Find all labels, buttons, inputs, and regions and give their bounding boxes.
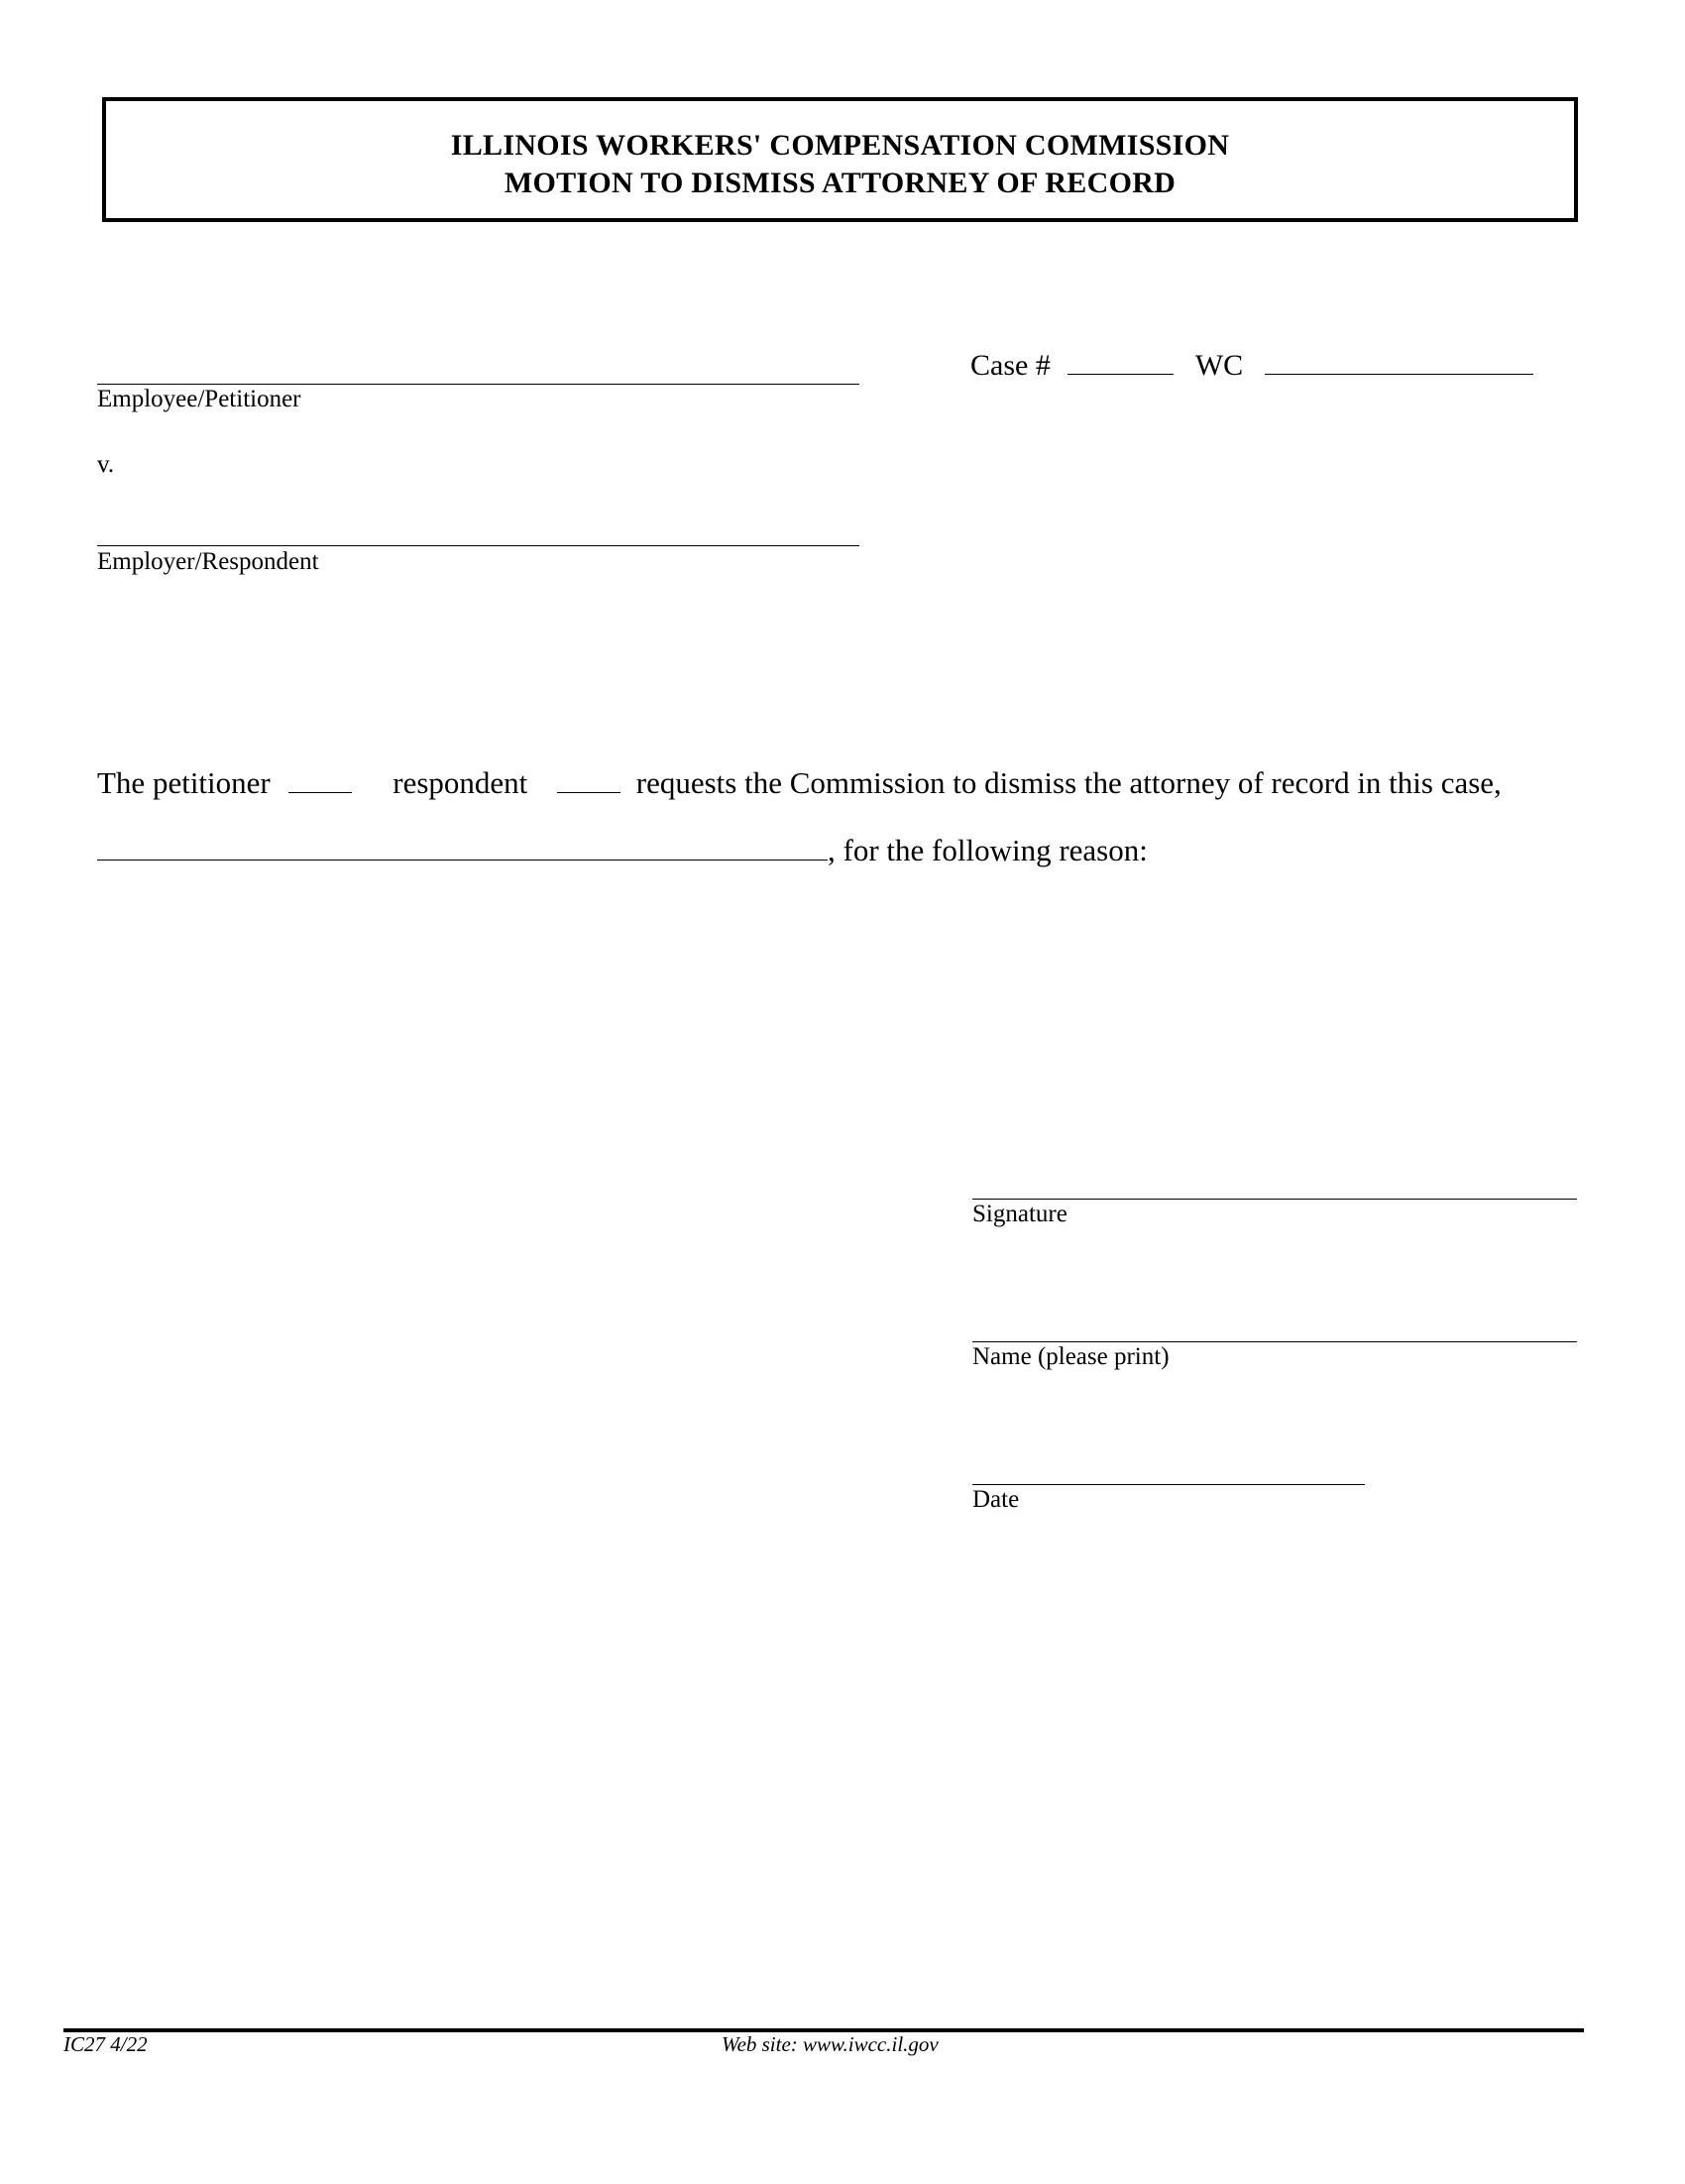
form-id: IC27 4/22 <box>63 2032 148 2056</box>
signature-field[interactable] <box>972 1199 1577 1200</box>
employer-respondent-field[interactable] <box>97 545 859 546</box>
motion-text-request: requests the Commission to dismiss the attorney of record in this case, <box>635 765 1502 800</box>
name-label: Name (please print) <box>972 1343 1170 1370</box>
wc-label: WC <box>1194 349 1244 382</box>
motion-text-petitioner: The petitioner <box>97 765 271 800</box>
website-text: Web site: www.iwcc.il.gov <box>722 2032 939 2056</box>
date-field[interactable] <box>972 1484 1365 1485</box>
employee-petitioner-label: Employee/Petitioner <box>97 386 301 412</box>
versus-label: v. <box>97 451 115 478</box>
motion-line-1 <box>97 765 1502 801</box>
motion-text-reason: , for the following reason: <box>828 833 1148 867</box>
name-field[interactable] <box>972 1341 1577 1342</box>
motion-line-2 <box>97 833 1148 868</box>
employee-petitioner-field[interactable] <box>97 384 859 385</box>
employer-respondent-label: Employer/Respondent <box>97 548 319 575</box>
commission-title: ILLINOIS WORKERS' COMPENSATION COMMISSION <box>450 129 1230 162</box>
case-number-row <box>970 349 1533 383</box>
case-number-label: Case # <box>970 349 1051 382</box>
case-number-field[interactable] <box>1067 352 1174 375</box>
title-box <box>102 97 1578 222</box>
petitioner-checkbox-field[interactable] <box>288 770 352 793</box>
form-title: MOTION TO DISMISS ATTORNEY OF RECORD <box>504 167 1177 199</box>
date-label: Date <box>972 1486 1020 1513</box>
signature-label: Signature <box>972 1201 1067 1227</box>
motion-text-respondent: respondent <box>393 765 528 800</box>
wc-number-field[interactable] <box>1265 352 1533 375</box>
respondent-checkbox-field[interactable] <box>557 770 620 793</box>
attorney-of-record-field[interactable] <box>97 838 828 861</box>
